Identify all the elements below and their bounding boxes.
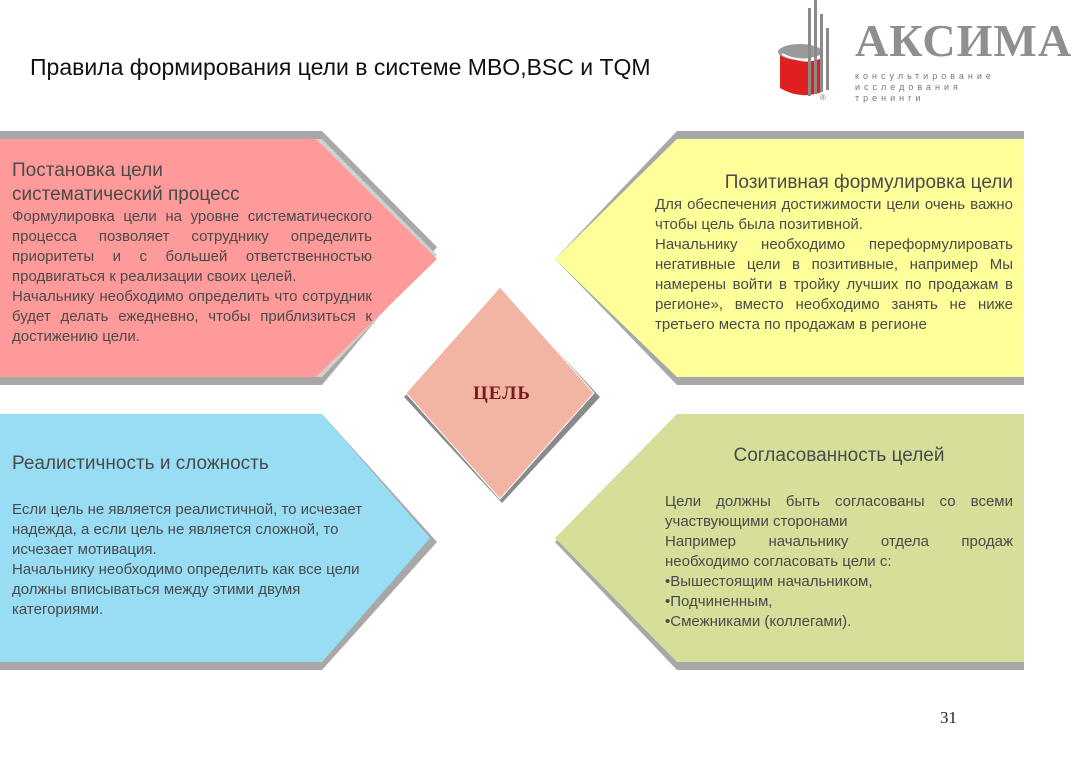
- panel-alignment-text-1: Цели должны быть согласованы со всеми участвующими сторонами: [665, 493, 1013, 530]
- panel-positive-wording-text-1: Для обеспечения достижимости цели очень важно чтобы цель была позитивной.: [655, 196, 1013, 233]
- panel-positive-wording-text-2: Начальнику необходимо переформулировать негативные цели в позитивные, например Мы намерены войти в тройку лучших по продажам в регионе», вместо необходимо занять не ниже третьего места по продажам в регионе: [655, 236, 1013, 333]
- slide-number: 31: [940, 708, 957, 727]
- panel-realism-title: Реалистичность и сложность: [12, 453, 269, 474]
- panel-goal-setting-title-2: систематический процесс: [12, 184, 240, 205]
- panel-goal-setting-text-2: Начальнику необходимо определить что сотрудник будет делать ежедневно, чтобы приблизиться к достижению цели.: [12, 288, 372, 345]
- panel-alignment-text-2: Например начальнику отдела продаж необходимо согласовать цели с:: [665, 533, 1013, 570]
- panel-realism-complexity: [0, 414, 440, 670]
- panel-alignment-bullet-1: •Вышестоящим начальником,: [665, 573, 873, 590]
- logo-mark-icon: [770, 0, 850, 110]
- panel-realism-text-1: Если цель не является реалистичной, то исчезает надежда, а если цель не является сложной, то исчезает мотивация.: [12, 501, 363, 558]
- slide-title: Правила формирования цели в системе MBO,BSC и TQM: [30, 54, 651, 80]
- logo-tagline-1: консультирование: [855, 71, 995, 81]
- panel-goal-alignment: [555, 414, 1024, 670]
- registered-mark: ®: [820, 93, 826, 102]
- goal-label: ЦЕЛЬ: [473, 383, 531, 404]
- logo-tagline-3: тренинги: [855, 93, 925, 103]
- panel-alignment-title: Согласованность целей: [733, 445, 945, 466]
- logo-wordmark: АКСИМА: [855, 15, 1072, 66]
- panel-alignment-bullet-3: •Смежниками (коллегами).: [665, 613, 852, 630]
- panel-realism-text-2: Начальнику необходимо определить как все цели должны вписываться между этими двумя категориями.: [12, 561, 360, 618]
- panel-goal-setting-text-1: Формулировка цели на уровне систематического процесса позволяет сотруднику определить приоритеты и с большей ответственностью продвигаться к реализации своих целей.: [12, 208, 372, 285]
- panel-positive-wording-title: Позитивная формулировка цели: [724, 172, 1013, 193]
- panel-alignment-bullet-2: •Подчиненным,: [665, 593, 773, 610]
- panel-goal-setting: [0, 131, 440, 385]
- panel-goal-setting-title-1: Постановка цели: [12, 160, 163, 181]
- aksima-logo: [770, 0, 1072, 110]
- logo-tagline-2: исследования: [855, 82, 962, 92]
- panel-positive-wording: [555, 131, 1024, 385]
